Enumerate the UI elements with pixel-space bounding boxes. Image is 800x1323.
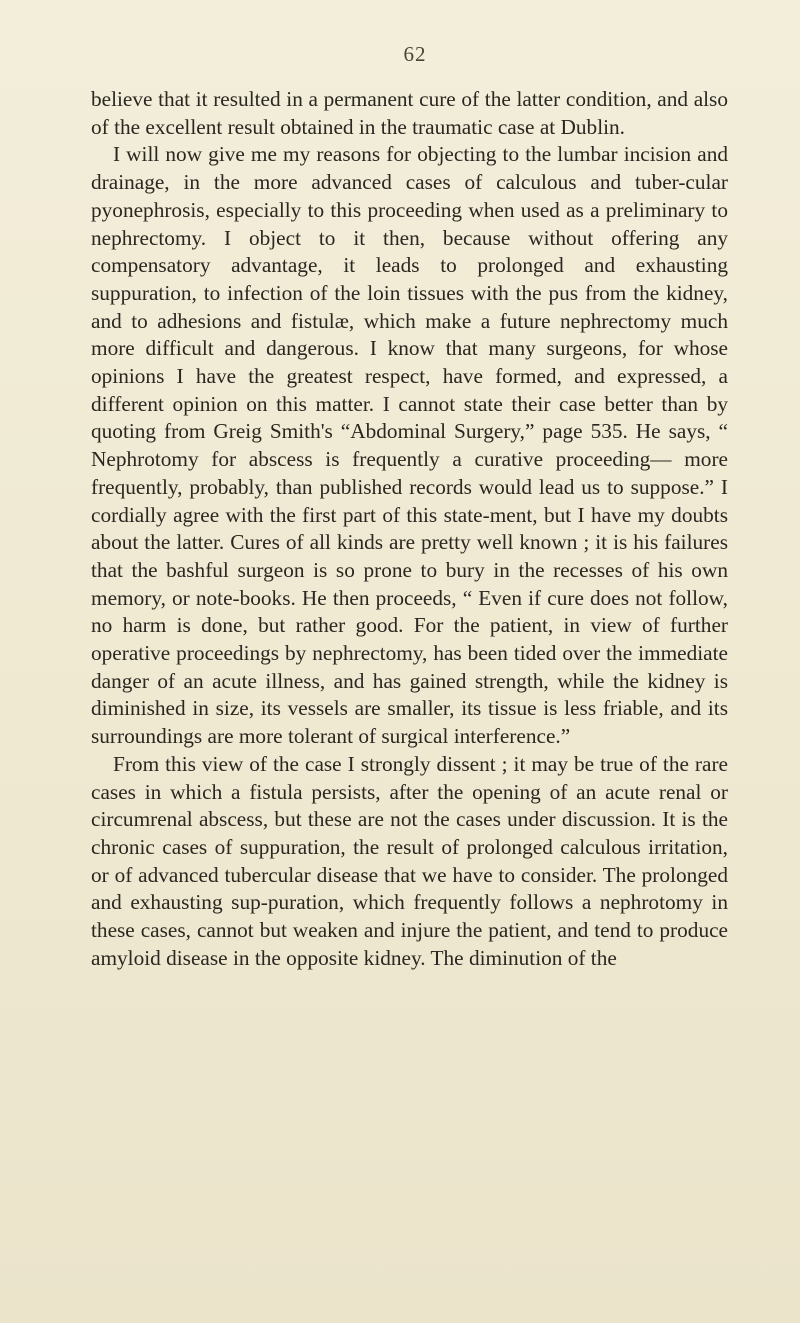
body-text [91, 86, 728, 973]
paragraph-lumbar-incision: I will now give me my reasons for objecting to the lumbar incision and drainage, in the more advanced cases of calculous and tuber-cular pyonephrosis, especially to this proceeding when used as a preliminary to nephrectomy. I object to it then, because without offering any compensatory advantage, it leads to prolonged and exhausting suppuration, to infection of the loin tissues with the pus from the kidney, and to adhesions and fistulæ, which make a future nephrectomy much more difficult and dangerous. I know that many surgeons, for whose opinions I have the greatest respect, have formed, and expressed, a different opinion on this matter. I cannot state their case better than by quoting from Greig Smith's “Abdominal Surgery,” page 535. He says, “ Nephrotomy for abscess is frequently a curative proceeding— more frequently, probably, than published records would lead us to suppose.” I cordially agree with the first part of this state-ment, but I have my doubts about the latter. Cures of all kinds are pretty well known ; it is his failures that the bashful surgeon is so prone to bury in the recesses of his own memory, or note-books. He then proceeds, “ Even if cure does not follow, no harm is done, but rather good. For the patient, in view of further operative proceedings by nephrectomy, has been tided over the immediate danger of an acute illness, and has gained strength, while the kidney is diminished in size, its vessels are smaller, its tissue is less friable, and its surroundings are more tolerant of surgical interference.” [91, 142, 728, 749]
paragraph-dissent: From this view of the case I strongly dissent ; it may be true of the rare cases in which a fistula persists, after the opening of an acute renal or circumrenal abscess, but these are not the cases under discussion. It is the chronic cases of suppuration, the result of prolonged calculous irritation, or of advanced tubercular disease that we have to consider. The prolonged and exhausting sup-puration, which frequently follows a nephrotomy in these cases, cannot but weaken and injure the patient, and tend to produce amyloid disease in the opposite kidney. The diminution of the [91, 751, 728, 970]
paragraph-continuation: believe that it resulted in a permanent cure of the latter condition, and also of the excellent result obtained in the traumatic case at Dublin. [91, 87, 728, 139]
page-number: 62 [403, 42, 427, 66]
